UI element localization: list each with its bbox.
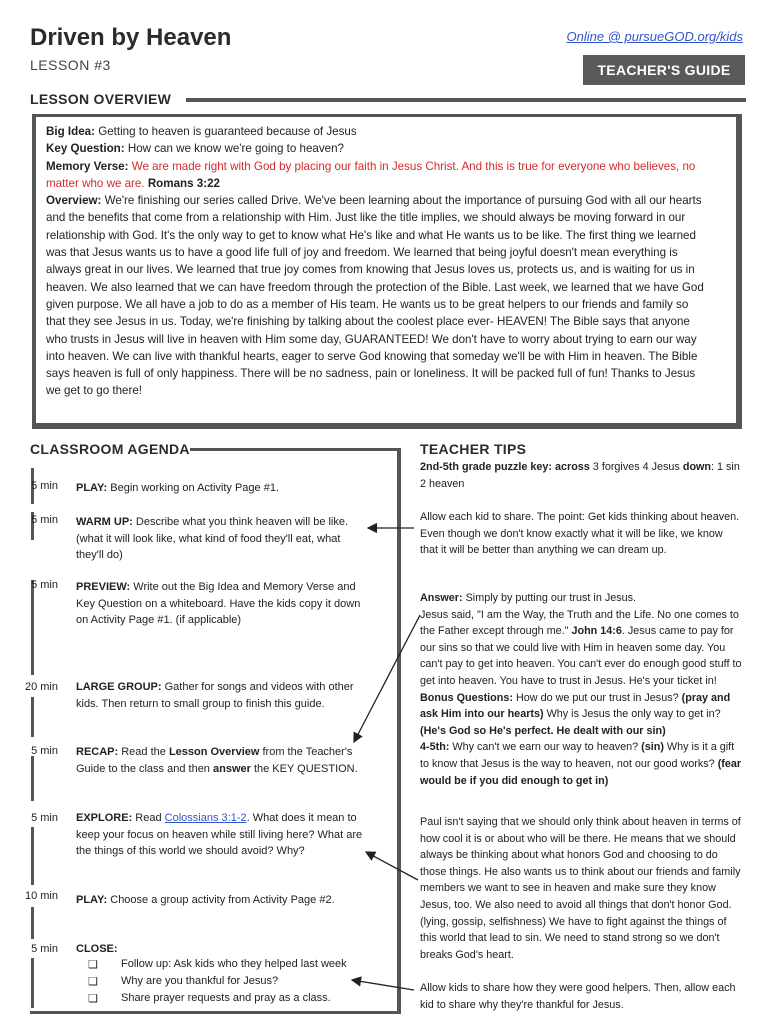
- agenda-item-explore: EXPLORE: Read Colossians 3:1-2. What does it mean to keep your focus on heaven while still living here? What are the things of this world we should avoid? Why?: [76, 812, 363, 857]
- colossians-link[interactable]: Colossians 3:1-2: [164, 812, 247, 824]
- checkbox-icon[interactable]: ❏: [88, 993, 98, 1005]
- agenda-time: 5 min: [31, 579, 58, 591]
- lesson-number: LESSON #3: [30, 57, 111, 73]
- answer-tip: Answer: Simply by putting our trust in Jesus. Jesus said, "I am the Way, the Truth and the Life. No one comes to the Father except through me." John 14:6. Jesus came to pay for our sins so that we could live with Him in heaven some day. You can't pay to get into heaven. You can't ever do enough good stuff to get into heaven. You have to trust in Jesus. He's your ticket in! Bonus Questions: How do we put our trust in Jesus? (pray and ask Him into our hearts) Why is Jesus the only way to get in? (He's God so He's perfect. He dealt with our sin) 4-5th: Why can't we earn our way to heaven? (sin) Why is it a gift to know that Jesus is the way to heaven, not our good works? (fear would be if you did enough to get in): [420, 592, 742, 787]
- online-link[interactable]: Online @ pursueGOD.org/kids: [566, 29, 743, 44]
- close-checklist-item: Share prayer requests and pray as a class.: [121, 992, 331, 1004]
- classroom-agenda-heading: CLASSROOM AGENDA: [30, 441, 190, 457]
- warm-up-tip: Allow each kid to share. The point: Get kids thinking about heaven. Even though we don't know exactly what it will be like, we know that it will be better than anything we can dream up.: [420, 511, 740, 557]
- agenda-item-play-group: PLAY: Choose a group activity from Activity Page #2.: [76, 894, 335, 906]
- agenda-item-play: PLAY: Begin working on Activity Page #1.: [76, 482, 280, 494]
- agenda-time: 5 min: [31, 514, 58, 526]
- close-checklist-item: Why are you thankful for Jesus?: [121, 975, 279, 987]
- close-tip: Allow kids to share how they were good helpers. Then, allow each kid to share why they're thankful for Jesus.: [420, 982, 736, 1011]
- checkbox-icon[interactable]: ❏: [88, 976, 98, 988]
- close-checklist-item: Follow up: Ask kids who they helped last week: [121, 958, 347, 970]
- agenda-time: 5 min: [31, 480, 58, 492]
- agenda-item-close: CLOSE:: [76, 943, 118, 955]
- explore-tip: Paul isn't saying that we should only think about heaven in terms of how cool it is or about who will be there. He means that we should always be thinking about what honors God and choosing to do those things. He also wants us to think about our friends and family members we want to see in heaven and make sure they know Jesus, too. We also need to avoid all things that don't honor God. (lying, gossip, selfishness) We have to fight against the things of this world that lead to sin. We need to stand strong so we don't breaks God's heart.: [420, 816, 741, 961]
- agenda-time: 5 min: [31, 745, 58, 757]
- checkbox-icon[interactable]: ❏: [88, 959, 98, 971]
- lesson-overview-heading: LESSON OVERVIEW: [30, 91, 172, 107]
- teacher-tips-heading: TEACHER TIPS: [420, 441, 527, 457]
- answer-arrow: [354, 615, 420, 742]
- page-title: Driven by Heaven: [30, 24, 232, 51]
- agenda-item-preview: PREVIEW: Write out the Big Idea and Memory Verse and Key Question on a whiteboard. Have the kids copy it down on Activity Page #1. (if applicable): [76, 581, 361, 626]
- overview-paragraph: Overview: We're finishing our series called Drive. We've been learning about the importance of pursuing God with all our hearts and the benefits that come from a relationship with Him. Just like the title implies, we should always be moving forward in our relationship with God. It's the only way to get to know what He's like and what He wants us to be like. The first thing we learned was that Jesus wants us to have a good life full of joy and freedom. We learned that being joyful doesn't mean everything is always great in our lives. We learned that true joy comes from knowing that Jesus loves us, protects us, and is waiting for us in heaven. We also learned that we can have freedom through the protection of the Bible. Last week, we learned that we have God given purpose. We all have a job to do as a member of His team. He wants us to be great helpers to our friends and family so that they see Jesus in us. Today, we're finishing by talking about the coolest place ever- HEAVEN! The Bible says that anyone who trusts in Jesus will live in heaven with Him some day, GUARANTEED! We don't have to worry about trying to earn our way into heaven. We can live with thankful hearts, eager to serve God knowing that someday we'll be with Him in heaven. The Bible says heaven is full of only happiness. There will be no sadness, pain or loneliness. It will be packed full of fun! Thanks to Jesus we get to go there!: [46, 194, 704, 398]
- memory-verse: Memory Verse: We are made right with God by placing our faith in Jesus Christ. And this is true for everyone who believes, no matter who we are. Romans 3:22: [46, 159, 696, 190]
- agenda-time: 5 min: [31, 943, 58, 955]
- agenda-item-large-group: LARGE GROUP: Gather for songs and videos with other kids. Then return to small group to finish this guide.: [76, 681, 354, 710]
- explore-arrow: [366, 852, 418, 880]
- agenda-time: 5 min: [31, 812, 58, 824]
- big-idea: Big Idea: Getting to heaven is guaranteed because of Jesus: [46, 125, 357, 138]
- agenda-time: 20 min: [24, 681, 58, 693]
- teachers-guide-badge: TEACHER'S GUIDE: [583, 55, 745, 85]
- key-question: Key Question: How can we know we're going to heaven?: [46, 142, 344, 156]
- puzzle-key-tip: 2nd-5th grade puzzle key: across 3 forgives 4 Jesus down: 1 sin 2 heaven: [420, 461, 740, 490]
- agenda-time: 10 min: [24, 890, 58, 902]
- close-arrow: [352, 980, 414, 990]
- agenda-item-warm-up: WARM UP: Describe what you think heaven will be like. (what it will look like, what kind of food they'll eat, what they'll do): [76, 516, 349, 561]
- agenda-item-recap: RECAP: Read the Lesson Overview from the Teacher's Guide to the class and then answer the KEY QUESTION.: [76, 746, 358, 775]
